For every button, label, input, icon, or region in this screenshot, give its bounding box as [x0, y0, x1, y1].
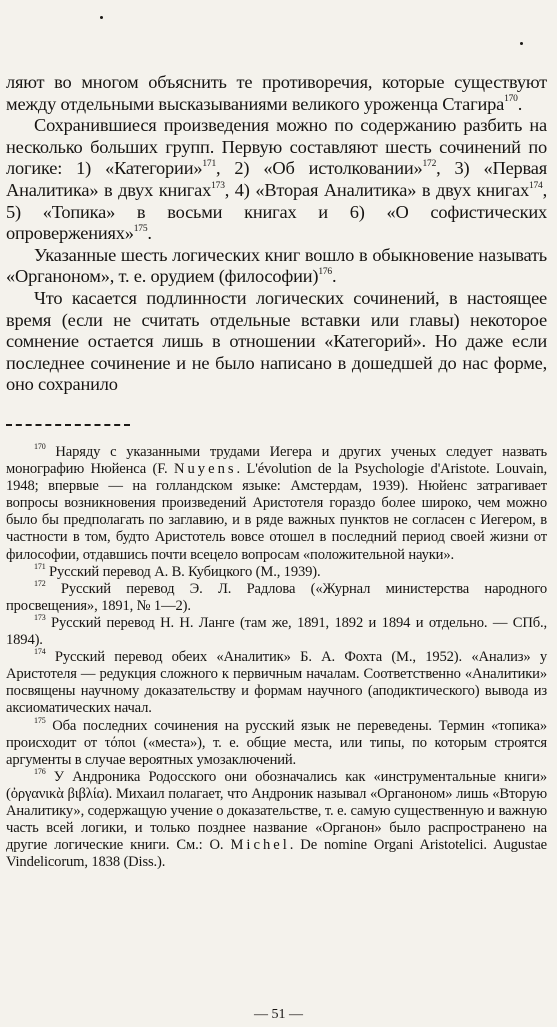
footnote-ref[interactable]: 170 [504, 94, 518, 105]
footnote-number: 170 [34, 442, 46, 452]
main-paragraph: Указанные шесть логических книг вошло в обыкновение называть «Органоном», т. е. орудием (философии)$^{176}$. [6, 244, 547, 287]
footnote-ref[interactable]: 176 [318, 267, 332, 278]
footnote-ref[interactable]: 174 [528, 180, 543, 191]
footnote-171: $^{171}$ Русский перевод А. В. Кубицкого (М., 1939). [34, 561, 321, 580]
footnote-number: 174 [34, 647, 46, 657]
footnote-170: $^{170}$ Наряду с указанными трудами Иегера и других ученых следует назвать монографию Нюйенса (F. Nuyens. L'évolution de la Psychologie d'Aristote. Louvain, 1948; впервые — на голландском языке: Амстердам, 1939). Нюйенс затрагивает вопросы возникновения произведений Аристотеля гораздо более широко, чем можно было бы предполагать по заглавию, и в ряде важных пунктов не согласен с Иегером, в частности в том, будто Аристотель вовсе отошел в последний период своей жизни от философии, отдавшись почти всецело вопросам «положительной науки». [6, 442, 547, 563]
footnote-number: 176 [34, 766, 46, 776]
footnote-ref[interactable]: 171 [202, 159, 216, 170]
main-paragraph: Сохранившиеся произведения можно по содержанию разбить на несколько больших групп. Первую составляют шесть сочинений по логике: 1) «Категории»$^{171}$, 2) «Об истолковании»$^{172}$, 3) «Первая Аналитика» в двух книгах$^{173}$, 4) «Вторая Аналитика» в двух книгах$^{174}$, 5) «Топика» в восьми книгах и 6) «О софистических опровержениях»$^{175}$. [6, 115, 547, 244]
main-text [6, 72, 547, 396]
page-number: — 51 — [254, 1007, 303, 1022]
footnote-number: 175 [34, 715, 46, 725]
footnote-172: $^{172}$ Русский перевод Э. Л. Радлова («Журнал министерства народного просвещения», 1891, № 1—2). [6, 578, 547, 614]
scan-speck [100, 16, 103, 19]
footnote-ref[interactable]: 172 [422, 159, 437, 170]
footnote-175: $^{175}$ Оба последних сочинения на русский язык не переведены. Термин «топика» происходит от τόποι («места»), т. е. общие места, или типы, по которым строятся аргументы в случае вероятных умозаключений. [6, 715, 547, 768]
footnote-number: 171 [34, 561, 46, 571]
footnote-ref[interactable]: 175 [133, 224, 148, 235]
footnotes [6, 444, 547, 871]
footnote-176: $^{176}$ У Андроника Родосского они обозначались как «инструментальные книги» (ὀργανικὰ βιβλία). Михаил полагает, что Андроник называл «Органоном» лишь «Вторую Аналитику», содержащую учение о доказательстве, т. е. самую существенную и важную часть всей логики, и только позднее название «Органон» было распространено на другие логические книги. См.: О. Michel. De nomine Organi Aristotelici. Augustae Vindelicorum, 1838 (Diss.). [6, 766, 547, 871]
scan-speck [520, 42, 523, 45]
main-paragraph: Что касается подлинности логических сочинений, в настоящее время (если не считать отдельные вставки или главы) некоторое сомнение остается лишь в отношении «Категорий». Но даже если последнее сочинение и не было написано в дошедшей до нас форме, оно сохранило [6, 287, 547, 395]
footnote-ref[interactable]: 173 [211, 180, 225, 191]
footnote-173: $^{173}$ Русский перевод Н. Н. Ланге (там же, 1891, 1892 и 1894 и отдельно. — СПб., 1894). [6, 613, 547, 649]
footnote-separator [6, 424, 130, 426]
main-paragraph: ляют во многом объяснить те противоречия, которые существуют между отдельными высказываниями великого уроженца Стагира$^{170}$. [6, 72, 547, 114]
footnote-174: $^{174}$ Русский перевод обеих «Аналитик» Б. А. Фохта (М., 1952). «Анализ» у Аристотеля — редукция сложного к первичным началам. Соответственно «Аналитики» посвящены научному доказательству и формам научного (аподиктического) вывода из аксиоматических начал. [6, 647, 547, 717]
footnote-number: 173 [34, 613, 46, 623]
footnote-number: 172 [34, 578, 46, 588]
